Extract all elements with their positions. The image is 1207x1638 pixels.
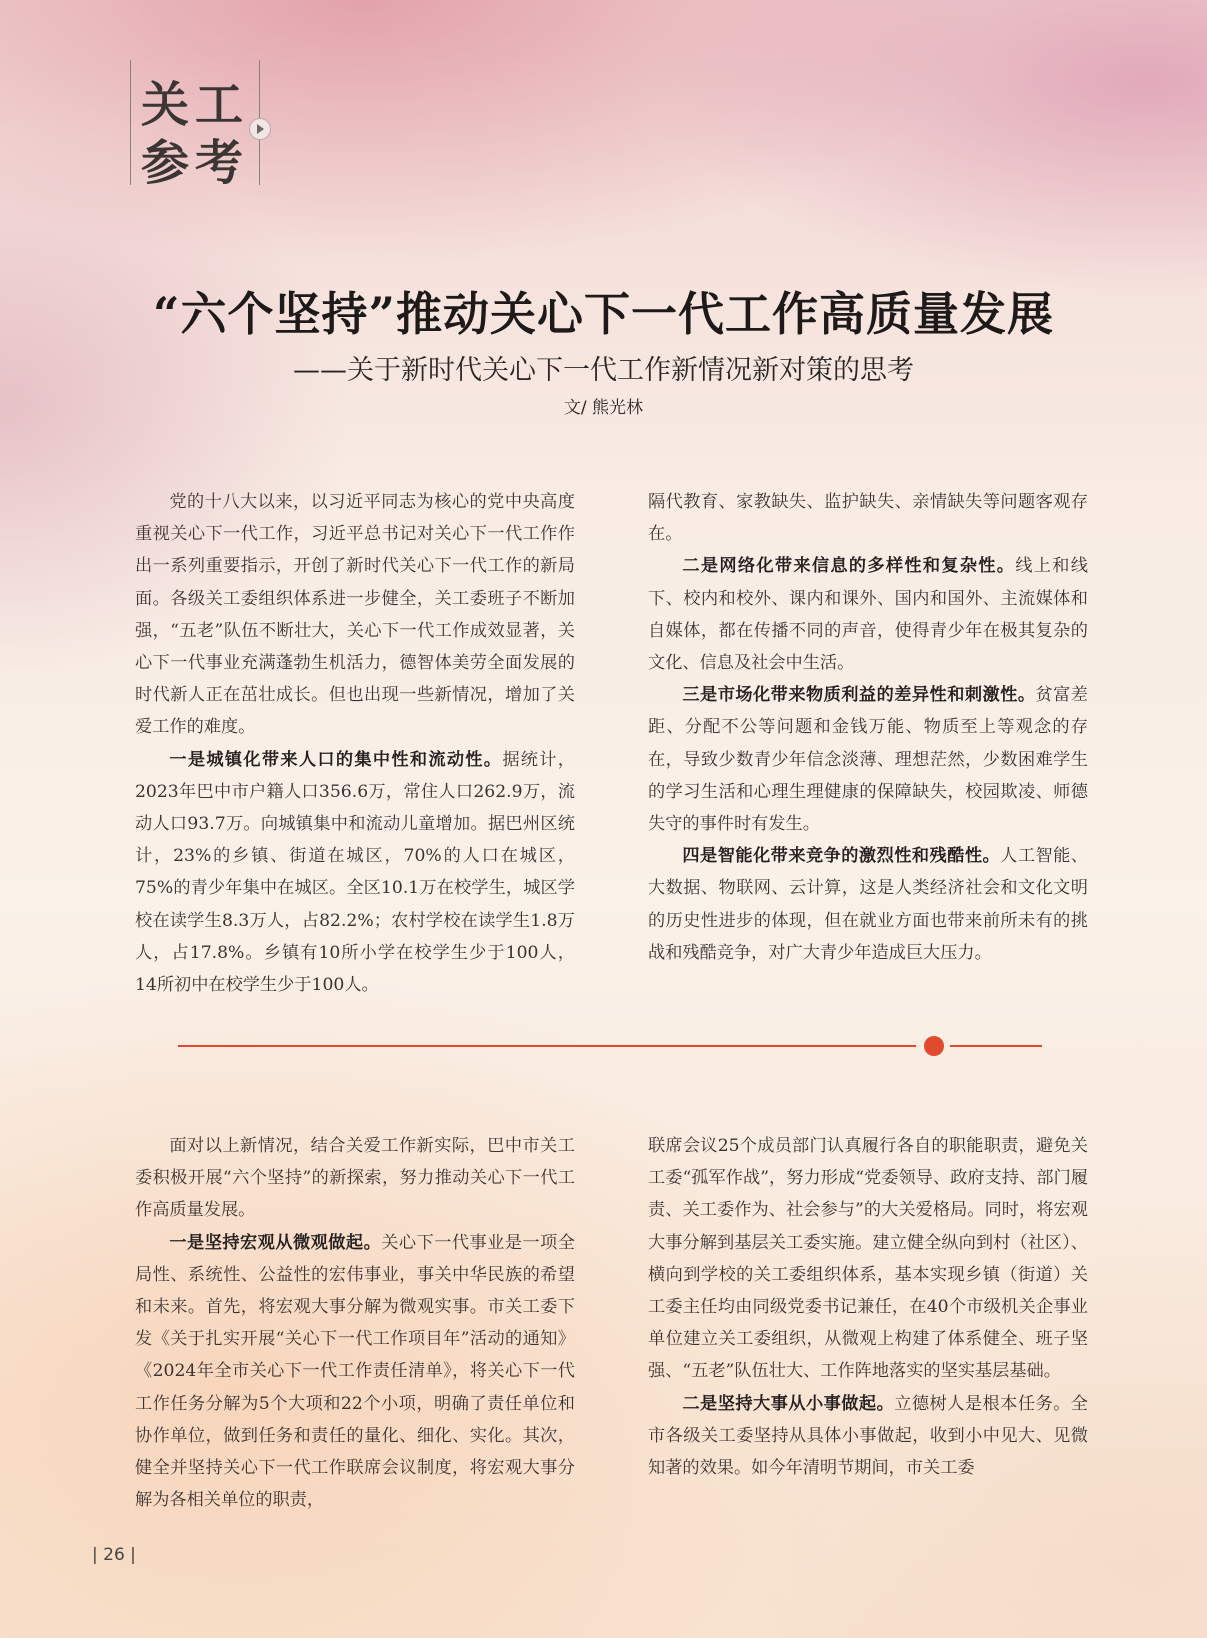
paragraph-heading: 二是网络化带来信息的多样性和复杂性。 xyxy=(682,556,1016,577)
section1-column-right xyxy=(648,486,1088,969)
paragraph xyxy=(648,679,1088,840)
paragraph-heading: 四是智能化带来竞争的激烈性和残酷性。 xyxy=(682,846,1001,867)
section2-column-left xyxy=(135,1130,575,1516)
section-divider-line-end xyxy=(950,1045,1042,1047)
paragraph-heading: 一是坚持宏观从微观做起。 xyxy=(169,1232,382,1253)
paragraph xyxy=(648,1388,1088,1485)
section2-column-right xyxy=(648,1130,1088,1484)
section1-column-left xyxy=(135,486,575,1001)
page-number: | 26 | xyxy=(92,1545,136,1565)
paragraph xyxy=(135,744,575,1002)
column-tag-line2: 参考 xyxy=(141,135,250,191)
paragraph-text: 立德树人是根本任务。全市各级关工委坚持从具体小事做起，收到小中见大、见微知著的效果。如今年清明节期间，市关工委 xyxy=(648,1393,1088,1479)
paragraph-text: 关心下一代事业是一项全局性、系统性、公益性的宏伟事业，事关中华民族的希望和未来。首先，将宏观大事分解为微观实事。市关工委下发《关于扎实开展“关心下一代工作项目年”活动的通知》《2024年全市关心下一代工作责任清单》，将关心下一代工作任务分解为5个大项和22个小项，明确了责任单位和协作单位，做到任务和责任的量化、细化、实化。其次，健全并坚持关心下一代工作联席会议制度，将宏观大事分解为各相关单位的职责， xyxy=(135,1232,575,1511)
paragraph: 隔代教育、家教缺失、监护缺失、亲情缺失等问题客观存在。 xyxy=(648,492,1088,545)
column-tag xyxy=(130,60,260,191)
paragraph-heading: 二是坚持大事从小事做起。 xyxy=(682,1393,895,1414)
paragraph xyxy=(648,550,1088,679)
section-divider-line xyxy=(178,1045,916,1047)
paragraph xyxy=(135,1227,575,1517)
paragraph: 联席会议25个成员部门认真履行各自的职能职责，避免关工委“孤军作战”，努力形成“党委领导、政府支持、部门履责、关工委作为、社会参与”的大关爱格局。同时，将宏观大事分解到基层关工委实施。建立健全纵向到村（社区）、横向到学校的关工委组织体系，基本实现乡镇（街道）关工委主任均由同级党委书记兼任，在40个市级机关企事业单位建立关工委组织，从微观上构建了体系健全、班子坚强、“五老”队伍壮大、工作阵地落实的坚实基层基础。 xyxy=(648,1136,1088,1382)
article-title: “六个坚持”推动关心下一代工作高质量发展 xyxy=(153,287,1054,341)
paragraph-text: 据统计，2023年巴中市户籍人口356.6万，常住人口262.9万，流动人口93.7万。向城镇集中和流动儿童增加。据巴州区统计，23%的乡镇、街道在城区，70%的人口在城区，75%的青少年集中在城区。全区10.1万在校学生，城区学校在读学生8.3万人，占82.2%；农村学校在读学生1.8万人，占17.8%。乡镇有10所小学在校学生少于100人，14所初中在校学生少于100人。 xyxy=(135,749,575,996)
paragraph: 面对以上新情况，结合关爱工作新实际，巴中市关工委积极开展“六个坚持”的新探索，努力推动关心下一代工作高质量发展。 xyxy=(135,1136,575,1221)
column-tag-line1: 关工 xyxy=(141,77,250,133)
paragraph: 党的十八大以来，以习近平同志为核心的党中央高度重视关心下一代工作，习近平总书记对关心下一代工作作出一系列重要指示，开创了新时代关心下一代工作的新局面。各级关工委组织体系进一步健全，关工委班子不断加强，“五老”队伍不断壮大，关心下一代工作成效显著，关心下一代事业充满蓬勃生机活力，德智体美劳全面发展的时代新人正在茁壮成长。但也出现一些新情况，增加了关爱工作的难度。 xyxy=(135,492,575,738)
article-subtitle: ——关于新时代关心下一代工作新情况新对策的思考 xyxy=(293,355,914,386)
paragraph-heading: 一是城镇化带来人口的集中性和流动性。 xyxy=(169,749,503,770)
article-author: 文/ 熊光林 xyxy=(563,398,644,418)
paragraph-heading: 三是市场化带来物质利益的差异性和刺激性。 xyxy=(682,685,1036,706)
paragraph-text: 人工智能、大数据、物联网、云计算，这是人类经济社会和文化文明的历史性进步的体现，但在就业方面也带来前所未有的挑战和残酷竞争，对广大青少年造成巨大压力。 xyxy=(648,846,1088,963)
play-arrow-icon xyxy=(249,118,271,140)
paragraph-text: 贫富差距、分配不公等问题和金钱万能、物质至上等观念的存在，导致少数青少年信念淡薄、理想茫然，少数困难学生的学习生活和心理生理健康的保障缺失，校园欺凌、师德失守的事件时有发生。 xyxy=(648,685,1088,835)
paragraph xyxy=(648,840,1088,969)
divider-dot xyxy=(924,1036,944,1056)
paragraph-text: 线上和线下、校内和校外、课内和课外、国内和国外、主流媒体和自媒体，都在传播不同的声音，使得青少年在极其复杂的文化、信息及社会中生活。 xyxy=(648,556,1088,674)
